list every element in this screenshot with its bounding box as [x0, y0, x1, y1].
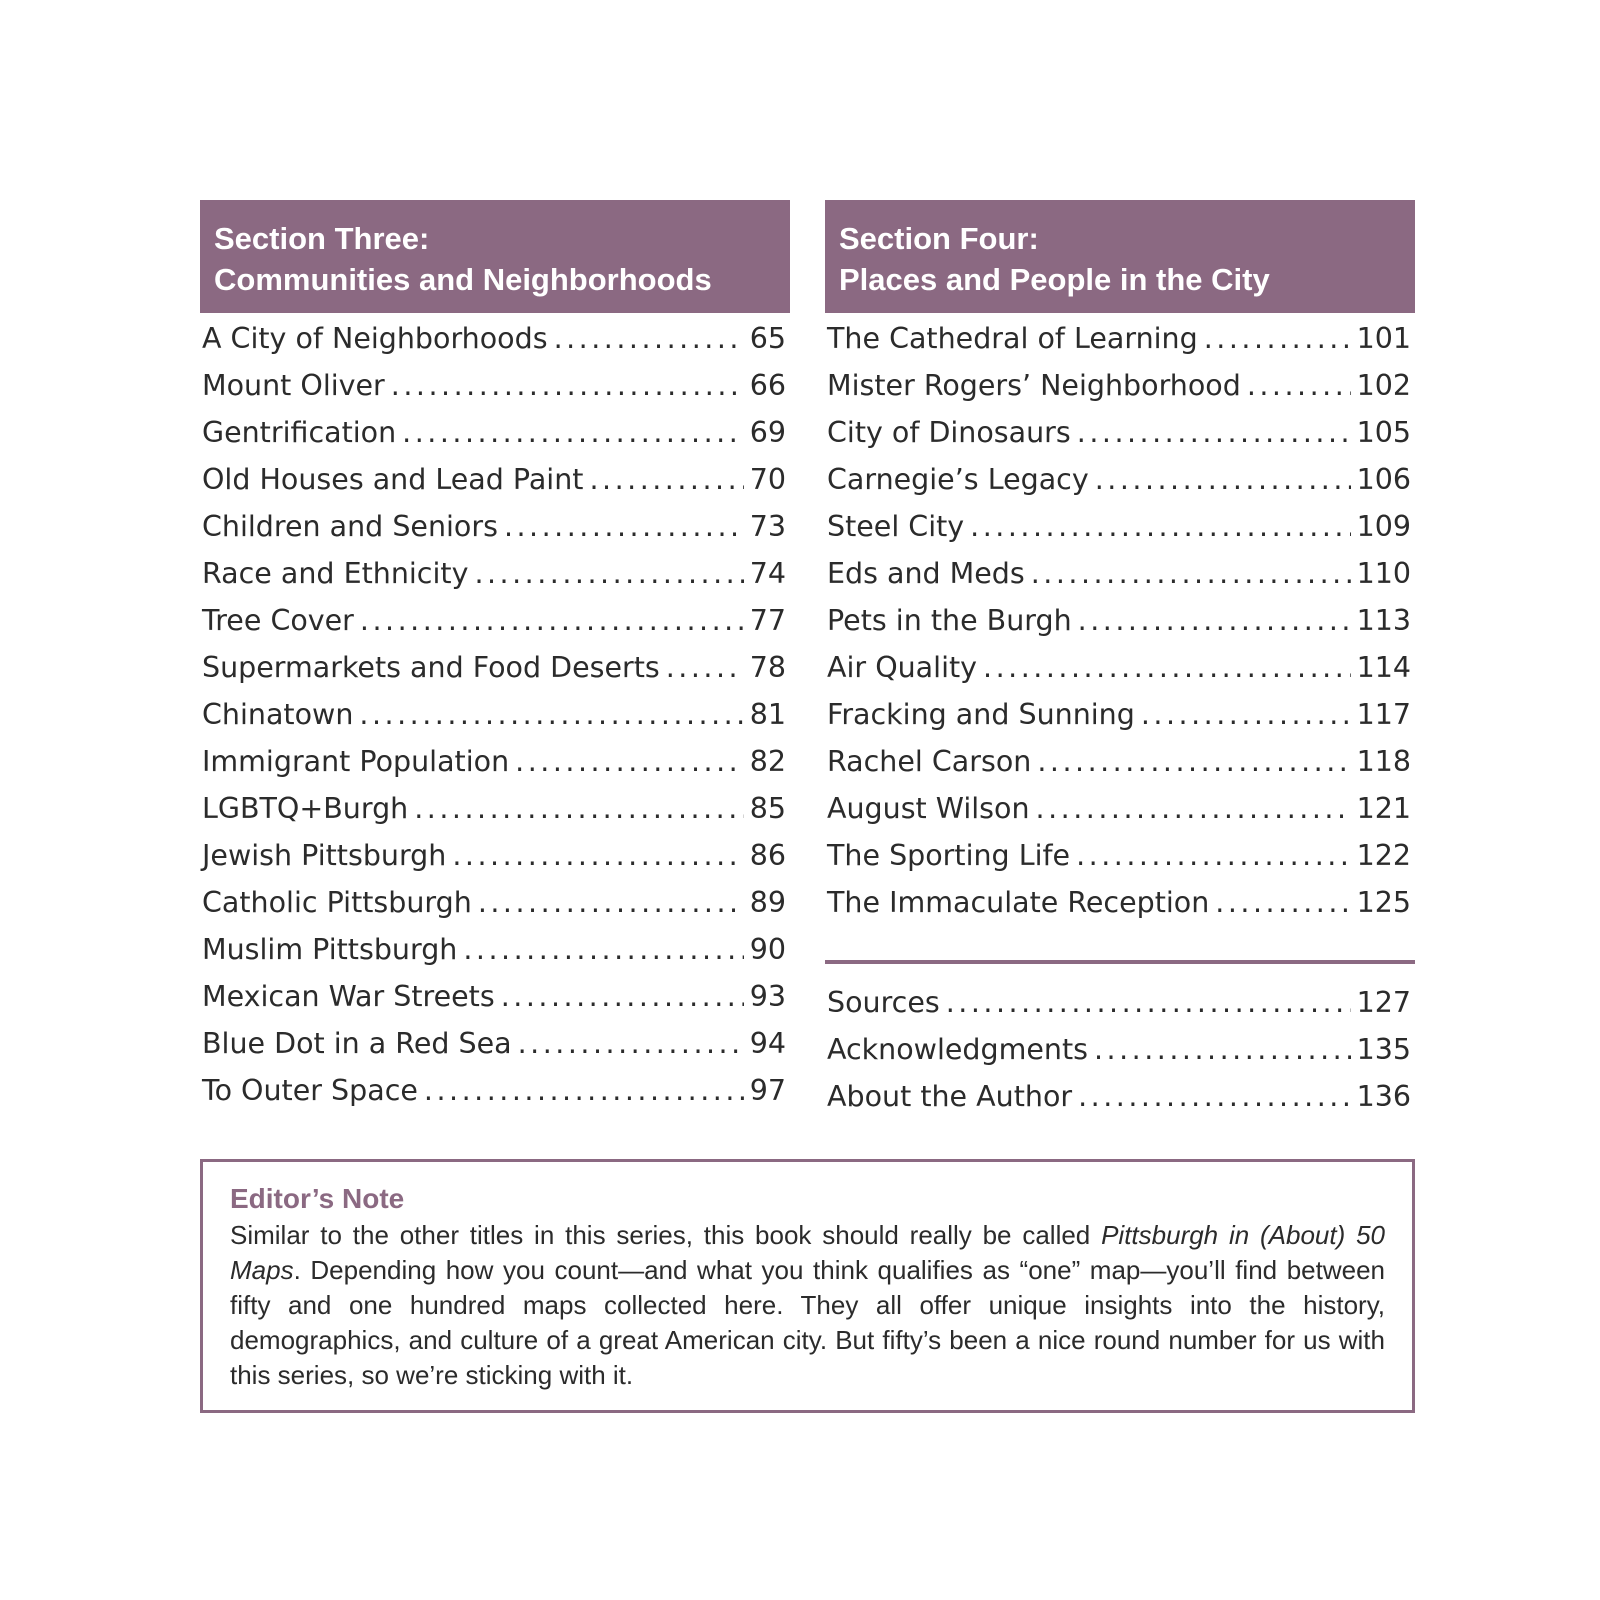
toc-entry	[200, 463, 790, 510]
toc-entry	[825, 745, 1415, 792]
toc-entry-page-number: 109	[1356, 510, 1411, 543]
toc-entry-title: Mister Rogers’ Neighborhood	[827, 369, 1241, 402]
toc-entry-title: Steel City	[827, 510, 965, 543]
toc-entry	[825, 557, 1415, 604]
toc-entry	[825, 510, 1415, 557]
toc-entry	[200, 322, 790, 369]
toc-dot-leader	[1037, 745, 1350, 778]
toc-dot-leader	[970, 510, 1350, 543]
toc-entry-title: Mount Oliver	[202, 369, 385, 402]
toc-entry-page-number: 122	[1356, 839, 1411, 872]
toc-entry-page-number: 118	[1356, 745, 1411, 778]
toc-entry-page-number: 110	[1356, 557, 1411, 590]
toc-dot-leader	[1076, 839, 1351, 872]
toc-entry	[200, 369, 790, 416]
toc-entry-title: Blue Dot in a Red Sea	[202, 1027, 512, 1060]
toc-dot-leader	[983, 651, 1351, 684]
toc-entry-title: LGBTQ+Burgh	[202, 792, 409, 825]
section-four-header	[825, 200, 1415, 313]
toc-entry-page-number: 114	[1356, 651, 1411, 684]
toc-dot-leader	[589, 463, 743, 496]
toc-entry-page-number: 82	[749, 745, 786, 778]
toc-entry-page-number: 73	[749, 510, 786, 543]
toc-dot-leader	[554, 322, 744, 355]
toc-entry-page-number: 70	[749, 463, 786, 496]
toc-dot-leader	[478, 886, 744, 919]
section-four-toc-list	[825, 322, 1415, 933]
toc-entry-title: A City of Neighborhoods	[202, 322, 548, 355]
toc-entry-page-number: 105	[1356, 416, 1411, 449]
toc-dot-leader	[518, 1027, 744, 1060]
toc-entry	[825, 1033, 1415, 1080]
toc-entry	[825, 416, 1415, 463]
toc-entry-title: Mexican War Streets	[202, 980, 495, 1013]
section-three-header	[200, 200, 790, 313]
toc-entry	[825, 986, 1415, 1033]
toc-entry-title: August Wilson	[827, 792, 1030, 825]
toc-entry	[200, 510, 790, 557]
book-title-italic: Pittsburgh in (About) 50 Maps	[230, 1220, 1385, 1285]
toc-entry-page-number: 101	[1356, 322, 1411, 355]
editors-note-title: Editor’s Note	[230, 1183, 405, 1214]
toc-entry-page-number: 69	[749, 416, 786, 449]
toc-entry-page-number: 135	[1356, 1033, 1411, 1066]
toc-entry-page-number: 97	[749, 1074, 786, 1107]
toc-entry-page-number: 125	[1356, 886, 1411, 919]
toc-entry-title: Chinatown	[202, 698, 354, 731]
back-matter-toc-list	[825, 986, 1415, 1127]
toc-dot-leader	[391, 369, 744, 402]
toc-dot-leader	[501, 980, 744, 1013]
toc-entry	[200, 886, 790, 933]
toc-entry-page-number: 93	[749, 980, 786, 1013]
toc-dot-leader	[359, 698, 743, 731]
toc-entry-title: Gentrification	[202, 416, 397, 449]
toc-entry-page-number: 74	[749, 557, 786, 590]
toc-entry	[200, 792, 790, 839]
toc-entry	[200, 980, 790, 1027]
toc-entry-page-number: 102	[1356, 369, 1411, 402]
toc-entry-title: The Immaculate Reception	[827, 886, 1210, 919]
toc-entry	[825, 886, 1415, 933]
toc-entry-page-number: 106	[1356, 463, 1411, 496]
toc-entry	[825, 322, 1415, 369]
toc-entry	[200, 698, 790, 745]
toc-entry-title: Jewish Pittsburgh	[202, 839, 447, 872]
toc-dot-leader	[474, 557, 743, 590]
toc-entry-title: City of Dinosaurs	[827, 416, 1071, 449]
toc-entry-page-number: 113	[1356, 604, 1411, 637]
toc-entry-title: Rachel Carson	[827, 745, 1032, 778]
toc-entry-title: Tree Cover	[202, 604, 354, 637]
toc-dot-leader	[463, 933, 743, 966]
toc-dot-leader	[1204, 322, 1351, 355]
toc-entry	[825, 792, 1415, 839]
toc-dot-leader	[360, 604, 744, 637]
section-three-toc-list	[200, 322, 790, 1121]
toc-dot-leader	[1247, 369, 1351, 402]
toc-entry-page-number: 66	[749, 369, 786, 402]
editors-note-body: Similar to the other titles in this series, this book should really be called Pittsburgh in (About) 50 Maps. Depending how you count—and what you think qualifies as “one” map—you’ll find between fifty and one hundred maps collected here. They all offer unique insights into the history, demographics, and culture of a great American city. But fifty’s been a nice round number for us with this series, so we’re sticking with it.	[230, 1220, 1385, 1390]
toc-entry	[200, 557, 790, 604]
toc-entry-title: Muslim Pittsburgh	[202, 933, 458, 966]
toc-dot-leader	[1077, 416, 1351, 449]
toc-dot-leader	[946, 986, 1351, 1019]
toc-entry-title: To Outer Space	[202, 1074, 418, 1107]
toc-entry-page-number: 65	[749, 322, 786, 355]
toc-entry-title: Pets in the Burgh	[827, 604, 1072, 637]
toc-dot-leader	[504, 510, 744, 543]
section-four-header-line2: Places and People in the City	[839, 262, 1270, 297]
toc-entry	[200, 1027, 790, 1074]
toc-entry	[200, 839, 790, 886]
toc-entry	[825, 369, 1415, 416]
toc-dot-leader	[1078, 604, 1351, 637]
toc-entry-title: Carnegie’s Legacy	[827, 463, 1089, 496]
toc-dot-leader	[1095, 463, 1351, 496]
toc-entry-page-number: 85	[749, 792, 786, 825]
toc-entry-title: Immigrant Population	[202, 745, 510, 778]
toc-entry	[825, 1080, 1415, 1127]
toc-entry-page-number: 136	[1356, 1080, 1411, 1113]
toc-entry-page-number: 78	[749, 651, 786, 684]
toc-dot-leader	[1215, 886, 1350, 919]
toc-entry-title: Children and Seniors	[202, 510, 498, 543]
toc-entry-title: The Sporting Life	[827, 839, 1071, 872]
toc-entry-page-number: 81	[749, 698, 786, 731]
section-three-header-line1: Section Three:	[214, 221, 430, 256]
toc-entry-title: Fracking and Sunning	[827, 698, 1135, 731]
toc-entry	[200, 1074, 790, 1121]
toc-entry-title: Catholic Pittsburgh	[202, 886, 472, 919]
toc-entry-page-number: 121	[1356, 792, 1411, 825]
toc-dot-leader	[1094, 1033, 1351, 1066]
toc-entry	[200, 651, 790, 698]
toc-entry	[200, 416, 790, 463]
toc-dot-leader	[1036, 792, 1351, 825]
toc-entry-page-number: 77	[749, 604, 786, 637]
toc-dot-leader	[1141, 698, 1351, 731]
toc-dot-leader	[452, 839, 743, 872]
toc-entry-title: The Cathedral of Learning	[827, 322, 1198, 355]
toc-dot-leader	[424, 1074, 744, 1107]
toc-entry-title: Supermarkets and Food Deserts	[202, 651, 660, 684]
toc-entry-title: About the Author	[827, 1080, 1073, 1113]
toc-entry-title: Eds and Meds	[827, 557, 1025, 590]
toc-dot-leader	[402, 416, 744, 449]
toc-entry-page-number: 89	[749, 886, 786, 919]
toc-entry	[825, 604, 1415, 651]
toc-entry	[200, 604, 790, 651]
toc-entry	[825, 839, 1415, 886]
toc-dot-leader	[1078, 1080, 1350, 1113]
toc-entry	[825, 698, 1415, 745]
back-matter-divider	[825, 960, 1415, 964]
toc-entry-title: Race and Ethnicity	[202, 557, 469, 590]
toc-entry	[200, 745, 790, 792]
toc-dot-leader	[1031, 557, 1351, 590]
toc-entry-page-number: 117	[1356, 698, 1411, 731]
toc-entry	[825, 651, 1415, 698]
editors-note-box	[200, 1159, 1415, 1413]
toc-entry	[825, 463, 1415, 510]
toc-entry-page-number: 90	[749, 933, 786, 966]
toc-entry-title: Old Houses and Lead Paint	[202, 463, 584, 496]
toc-entry-title: Sources	[827, 986, 940, 1019]
toc-dot-leader	[414, 792, 744, 825]
section-three-header-line2: Communities and Neighborhoods	[214, 262, 712, 297]
toc-entry-title: Air Quality	[827, 651, 978, 684]
toc-entry-page-number: 86	[749, 839, 786, 872]
toc-entry	[200, 933, 790, 980]
toc-entry-title: Acknowledgments	[827, 1033, 1088, 1066]
toc-entry-page-number: 94	[749, 1027, 786, 1060]
section-four-column	[825, 200, 1415, 1127]
toc-dot-leader	[515, 745, 744, 778]
toc-dot-leader	[666, 651, 744, 684]
section-three-column	[200, 200, 790, 1121]
toc-entry-page-number: 127	[1356, 986, 1411, 1019]
section-four-header-line1: Section Four:	[839, 221, 1039, 256]
